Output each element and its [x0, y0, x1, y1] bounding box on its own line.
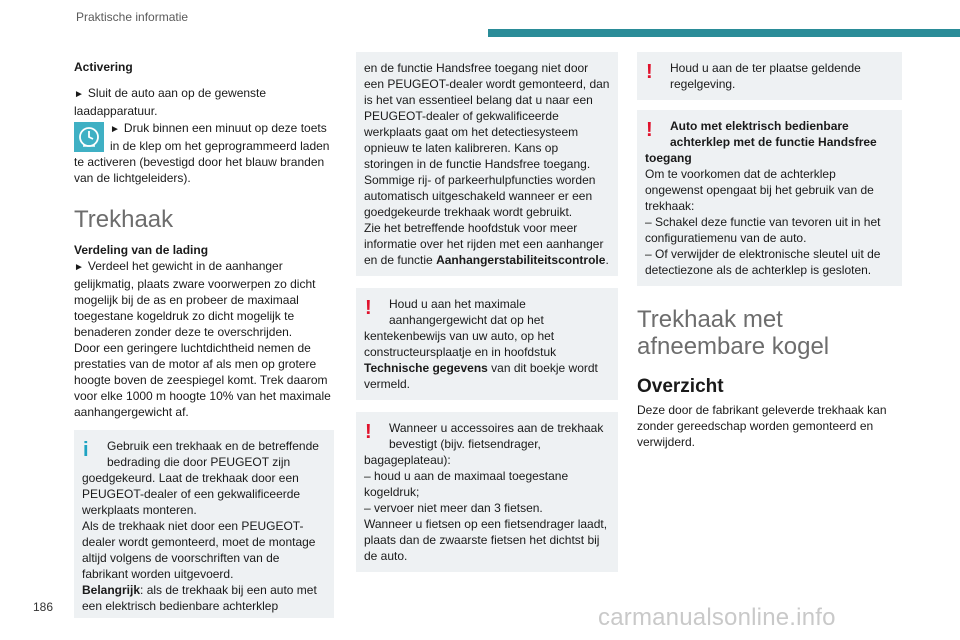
- warning-icon: !: [646, 119, 653, 141]
- page-number: 186: [33, 600, 54, 614]
- column-1: [74, 59, 334, 618]
- activation-step-1: ► Sluit de auto aan op de gewenste laadapparatuur.: [74, 86, 267, 118]
- warning-icon: !: [365, 297, 372, 319]
- column-3: [637, 52, 902, 450]
- info-icon: i: [83, 439, 89, 461]
- warning-note-local-rules: ! Houd u aan de ter plaatse geldende regelgeving.: [637, 52, 902, 100]
- load-distribution-heading: Verdeling van de lading: [74, 243, 209, 257]
- activation-step-2: ► Druk binnen een minuut op deze toets in de klep om het geprogrammeerd laden te activeren (bevestigd door het blauw branden van de lichtgeleiders).: [74, 121, 330, 185]
- info-note-towbar: i Gebruik een trekhaak en de betreffende bedrading die door PEUGEOT zijn goedgekeurd. Laat de trekhaak door een PEUGEOT-dealer of een gekwalificeerde werkplaats monteren. Als de trekhaak niet door een PEUGEOT-dealer wordt gemonteerd, moet de montage altijd volgens de voorschriften van de fabrikant worden uitgevoerd. Belangrijk: als de trekhaak bij een auto met een elektrisch bedienbare achterklep: [74, 430, 334, 618]
- section-heading-removable-towball: Trekhaak met afneembare kogel: [637, 306, 830, 360]
- charge-timer-icon: [74, 122, 104, 152]
- watermark: carmanualsonline.info: [598, 604, 836, 631]
- activation-heading: Activering: [74, 60, 133, 74]
- load-distribution-step: ► Verdeel het gewicht in de aanhanger gelijkmatig, plaats zware voorwerpen zo dicht mogelijk bij de as en probeer de maximaal toegestane kogeldruk zo dicht mogelijk te benaderen zonder deze te overschrijden.: [74, 259, 316, 339]
- section-heading-trekhaak: Trekhaak: [74, 206, 174, 233]
- column-2: [356, 52, 618, 572]
- warning-icon: !: [365, 421, 372, 443]
- note-continuation: en de functie Handsfree toegang niet door een PEUGEOT-dealer wordt gemonteerd, dan is het van essentieel belang dat u naar een PEUGEOT-dealer of gekwalificeerde werkplaats gaat om het detectiesysteem opnieuw te laten kalibreren. Kans op storingen in de functie Handsfree toegang. Sommige rij- of parkeerhulpfuncties worden automatisch uitgeschakeld wanneer er een goedgekeurde trekhaak wordt gebruikt. Zie het betreffende hoofdstuk voor meer informatie over het rijden met een aanhanger en de functie Aanhangerstabiliteitscontrole.: [356, 52, 618, 276]
- arrow-bullet-icon: ►: [74, 262, 84, 273]
- warning-note-trailer-weight: ! Houd u aan het maximale aanhangergewicht dat op het kentekenbewijs van uw auto, op het constructeursplaatje en in hoofdstuk Technische gegevens van dit boekje wordt vermeld.: [356, 288, 618, 400]
- header-accent-bar: [488, 29, 960, 37]
- warning-note-tailgate: ! Auto met elektrisch bedienbare achterklep met de functie Handsfree toegang Om te voorkomen dat de achterklep ongewenst opengaat bij het gebruik van de trekhaak: – Schakel deze functie van tevoren uit in het configuratiemenu van de auto. – Of verwijder de elektronische sleutel uit de detectiezone als de achterklep is gesloten.: [637, 110, 902, 286]
- arrow-bullet-icon: ►: [74, 89, 84, 100]
- warning-icon: !: [646, 61, 653, 83]
- running-header: Praktische informatie: [76, 10, 189, 24]
- warning-note-accessories: ! Wanneer u accessoires aan de trekhaak bevestigt (bijv. fietsendrager, bagageplateau): – houd u aan de maximaal toegestane kogeldruk; – vervoer niet meer dan 3 fietsen. Wanneer u fietsen op een fietsendrager laadt, plaats dan de zwaarste fietsen het dichtst bij de auto.: [356, 412, 618, 572]
- overview-heading: Overzicht: [637, 376, 724, 397]
- overview-text: Deze door de fabrikant geleverde trekhaak kan zonder gereedschap worden gemonteerd en verwijderd.: [637, 403, 887, 449]
- arrow-bullet-icon: ►: [110, 124, 120, 135]
- air-density-text: Door een geringere luchtdichtheid nemen de prestaties van de motor af als men op grotere hoogte boven de zeespiegel komt. Trek daarom voor elke 1000 m hoogte 10% van het maximale aanhangergewicht af.: [74, 341, 331, 419]
